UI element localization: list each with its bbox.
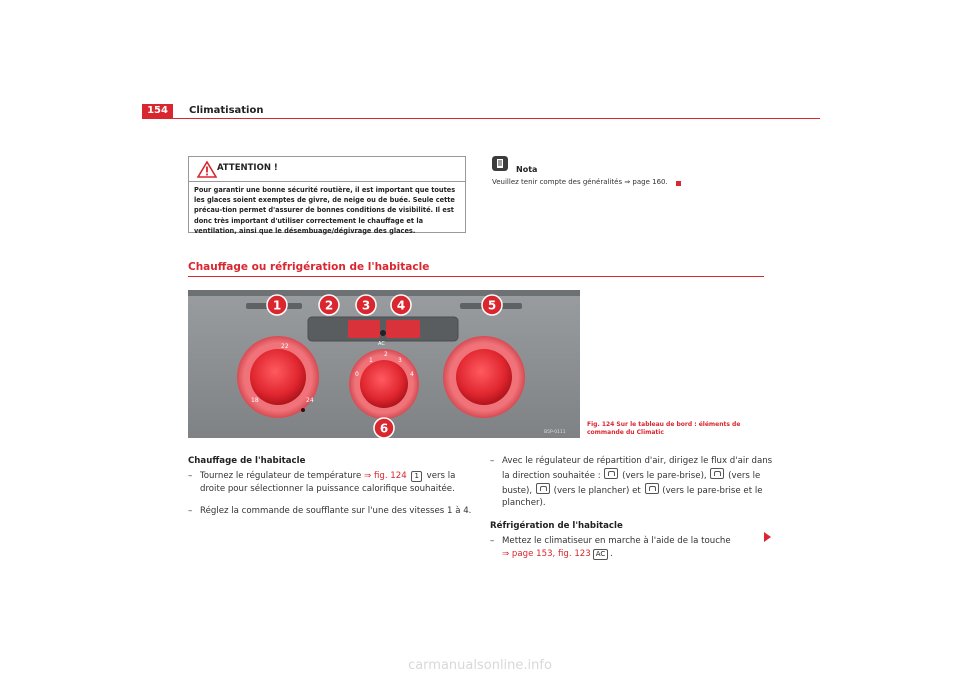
warning-title: ATTENTION !	[217, 163, 278, 173]
callout-key-1: 1	[411, 471, 421, 482]
note-text: Veuillez tenir compte des généralités ⇒ page 160.	[492, 178, 668, 186]
step-end: .	[610, 548, 614, 559]
heating-step-1	[188, 470, 473, 496]
step-text-both: (vers le pare-brise et le plancher).	[502, 485, 763, 509]
continue-arrow-icon	[764, 532, 771, 542]
figure-caption: Fig. 124 Sur le tableau de bord : éléments de commande du Climatic	[587, 421, 741, 436]
callout-5	[482, 295, 502, 315]
windscreen-icon	[604, 468, 618, 479]
panel-top-rail	[188, 290, 580, 296]
fan-label-1: 1	[369, 357, 373, 364]
step-text-body: (vers le buste),	[502, 470, 761, 496]
bullet-dash: –	[490, 535, 495, 546]
step-text-floor: (vers le plancher) et	[550, 485, 644, 496]
page-link[interactable]: ⇒ page 153, fig. 123	[502, 548, 591, 559]
warning-box	[188, 156, 466, 233]
bullet-dash: –	[188, 506, 193, 517]
right-column	[490, 455, 775, 571]
cooling-heading: Réfrigération de l'habitacle	[490, 521, 623, 532]
callout-6	[374, 418, 394, 438]
fan-knob	[360, 360, 408, 408]
svg-text:1: 1	[272, 298, 282, 313]
temp-label-18: 18	[251, 397, 259, 404]
ac-label: AC	[378, 341, 385, 347]
temp-indicator-dot	[301, 408, 305, 412]
warning-header	[189, 157, 465, 182]
ac-led	[380, 330, 386, 336]
step-text: Avec le régulateur de répartition d'air, dirigez le flux d'air dans la direction souhaitée :	[502, 456, 773, 481]
step-text: Tournez le régulateur de température	[200, 470, 365, 481]
section-title: Chauffage ou réfrigération de l'habitacle	[188, 261, 430, 273]
figure-code: B5P-0111	[544, 430, 566, 435]
fan-label-0: 0	[355, 371, 359, 378]
ac-key: AC	[593, 549, 609, 560]
temp-label-22: 22	[281, 343, 289, 350]
note-title: Nota	[516, 165, 538, 174]
svg-text:4: 4	[396, 298, 406, 313]
temp-label-24: 24	[306, 397, 314, 404]
callout-1	[267, 295, 287, 315]
note-end-marker	[676, 181, 681, 186]
step-text-windscreen: (vers le pare-brise),	[619, 470, 710, 481]
svg-text:3: 3	[361, 298, 371, 313]
upper-body-icon	[710, 468, 724, 479]
heating-step-2	[188, 505, 473, 518]
fan-label-2: 2	[384, 351, 388, 358]
step-text: Réglez la commande de soufflante sur l'une des vitesses 1 à 4.	[200, 506, 472, 517]
defrost-button	[348, 320, 380, 338]
cooling-step	[490, 535, 775, 561]
header-rule	[142, 118, 820, 119]
callout-2	[319, 295, 339, 315]
distribution-step	[490, 455, 775, 510]
windscreen-footwell-icon	[645, 483, 659, 494]
step-text: Mettez le climatiseur en marche à l'aide de la touche	[502, 535, 731, 546]
button-bar	[308, 317, 458, 341]
figure-link[interactable]: ⇒ fig. 124	[364, 470, 407, 481]
callout-4	[391, 295, 411, 315]
svg-text:2: 2	[324, 298, 334, 313]
air-distribution-knob	[456, 349, 512, 405]
step-text-cont: vers la droite pour sélectionner la puissance calorifique souhaitée.	[200, 470, 456, 494]
fan-label-3: 3	[398, 357, 402, 364]
bullet-dash: –	[490, 456, 495, 466]
page-number: 154	[142, 104, 173, 118]
climate-panel-figure	[188, 290, 580, 438]
bullet-dash: –	[188, 470, 193, 481]
section-rule	[188, 276, 764, 277]
running-title: Climatisation	[189, 105, 264, 116]
note-icon	[492, 156, 508, 171]
callout-3	[356, 295, 376, 315]
left-column	[188, 455, 473, 528]
svg-text:6: 6	[379, 421, 389, 436]
warning-triangle-icon	[197, 161, 217, 178]
heating-heading: Chauffage de l'habitacle	[188, 456, 306, 466]
footwell-icon	[536, 483, 550, 494]
recirculation-button	[386, 320, 420, 338]
svg-text:5: 5	[487, 298, 497, 313]
warning-text: Pour garantir une bonne sécurité routière, il est important que toutes les glaces soient exemptes de givre, de neige ou de buée. Seule cette précau-tion permet d'assurer de bonnes conditions de visibilité. Il est donc très important d'utiliser correctement le chauffage et la ventilation, ainsi que le désembuage/dégivrage des glaces.	[194, 186, 456, 235]
fan-label-4: 4	[410, 371, 414, 378]
watermark: carmanualsonline.info	[408, 658, 552, 673]
